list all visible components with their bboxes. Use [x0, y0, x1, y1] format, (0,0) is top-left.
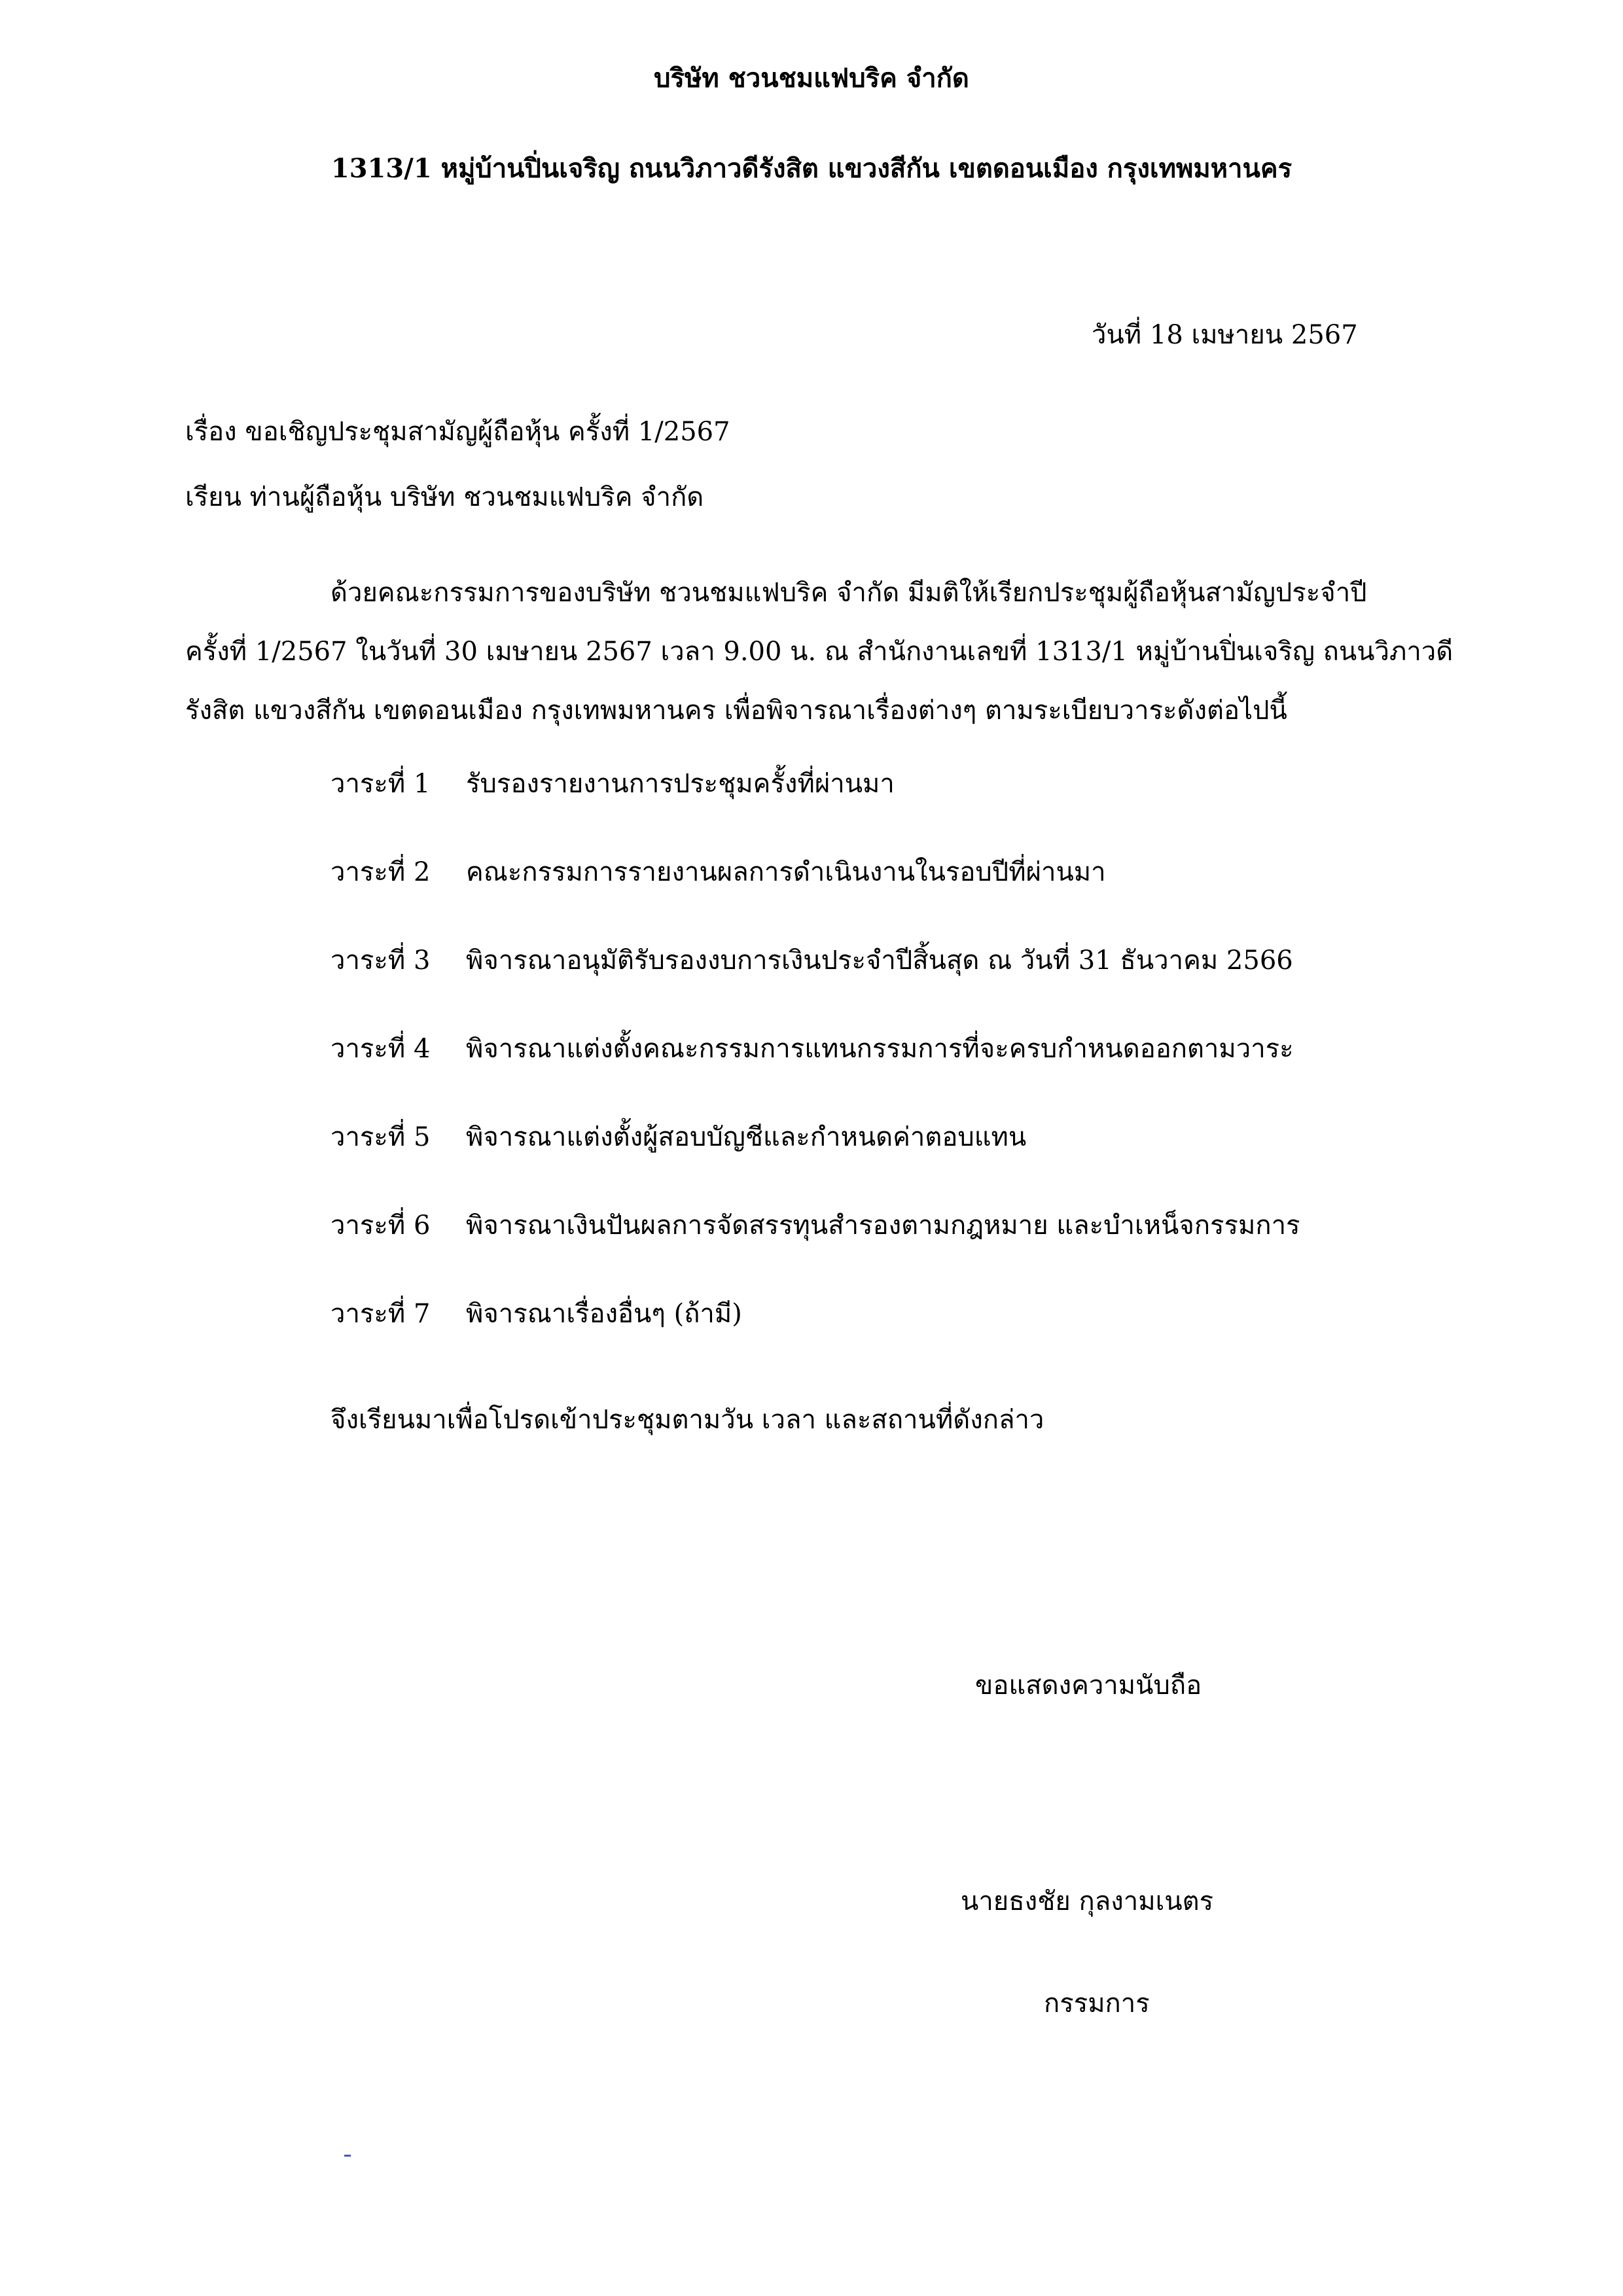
body-paragraph-line-3: รังสิต แขวงสีกัน เขตดอนเมือง กรุงเทพมหานคร เพื่อพิจารณาเรื่องต่างๆ ตามระเบียบวาระดังต่อไปนี้: [185, 696, 1287, 726]
body-paragraph-line-2: ครั้งที่ 1/2567 ในวันที่ 30 เมษายน 2567 เวลา 9.00 น. ณ สำนักงานเลขที่ 1313/1 หมู่บ้านปิ่นเจริญ ถนนวิภาวดี: [185, 637, 1454, 667]
letter-salutation: เรียน ท่านผู้ถือหุ้น บริษัท ชวนชมแฟบริค จำกัด: [185, 482, 704, 512]
closing-sentence: จึงเรียนมาเพื่อโปรดเข้าประชุมตามวัน เวลา และสถานที่ดังกล่าว: [330, 1405, 1044, 1435]
company-address-heading: 1313/1 หมู่บ้านปิ่นเจริญ ถนนวิภาวดีรังสิต แขวงสีกัน เขตดอนเมือง กรุงเทพมหานคร: [330, 153, 1293, 184]
company-name-heading: บริษัท ชวนชมแฟบริค จำกัด: [654, 63, 969, 94]
agenda-number: วาระที่ 5: [330, 1122, 431, 1152]
agenda-text: รับรองรายงานการประชุมครั้งที่ผ่านมา: [466, 769, 895, 799]
agenda-text: คณะกรรมการรายงานผลการดำเนินงานในรอบปีที่ผ่านมา: [466, 857, 1106, 887]
agenda-number: วาระที่ 6: [330, 1210, 431, 1241]
agenda-number: วาระที่ 1: [330, 769, 431, 799]
regards-text: ขอแสดงความนับถือ: [975, 1670, 1202, 1701]
letter-subject: เรื่อง ขอเชิญประชุมสามัญผู้ถือหุ้น ครั้งที่ 1/2567: [185, 417, 730, 447]
agenda-text: พิจารณาแต่งตั้งคณะกรรมการแทนกรรมการที่จะครบกำหนดออกตามวาระ: [466, 1034, 1294, 1064]
footer-dash-mark: [344, 2155, 351, 2157]
agenda-number: วาระที่ 3: [330, 945, 431, 976]
signer-name: นายธงชัย กุลงามเนตร: [961, 1886, 1214, 1916]
letter-date: วันที่ 18 เมษายน 2567: [1092, 320, 1358, 350]
agenda-text: พิจารณาอนุมัติรับรองงบการเงินประจำปีสิ้นสุด ณ วันที่ 31 ธันวาคม 2566: [466, 945, 1293, 976]
body-paragraph-line-1: ด้วยคณะกรรมการของบริษัท ชวนชมแฟบริค จำกัด มีมติให้เรียกประชุมผู้ถือหุ้นสามัญประจำปี: [330, 578, 1367, 608]
agenda-text: พิจารณาแต่งตั้งผู้สอบบัญชีและกำหนดค่าตอบแทน: [466, 1122, 1027, 1152]
agenda-text: พิจารณาเรื่องอื่นๆ (ถ้ามี): [466, 1299, 742, 1329]
agenda-number: วาระที่ 4: [330, 1034, 431, 1064]
agenda-text: พิจารณาเงินปันผลการจัดสรรทุนสำรองตามกฎหมาย และบำเหน็จกรรมการ: [466, 1210, 1300, 1241]
signer-position: กรรมการ: [1044, 1988, 1150, 2019]
agenda-number: วาระที่ 7: [330, 1299, 431, 1329]
agenda-number: วาระที่ 2: [330, 857, 431, 887]
